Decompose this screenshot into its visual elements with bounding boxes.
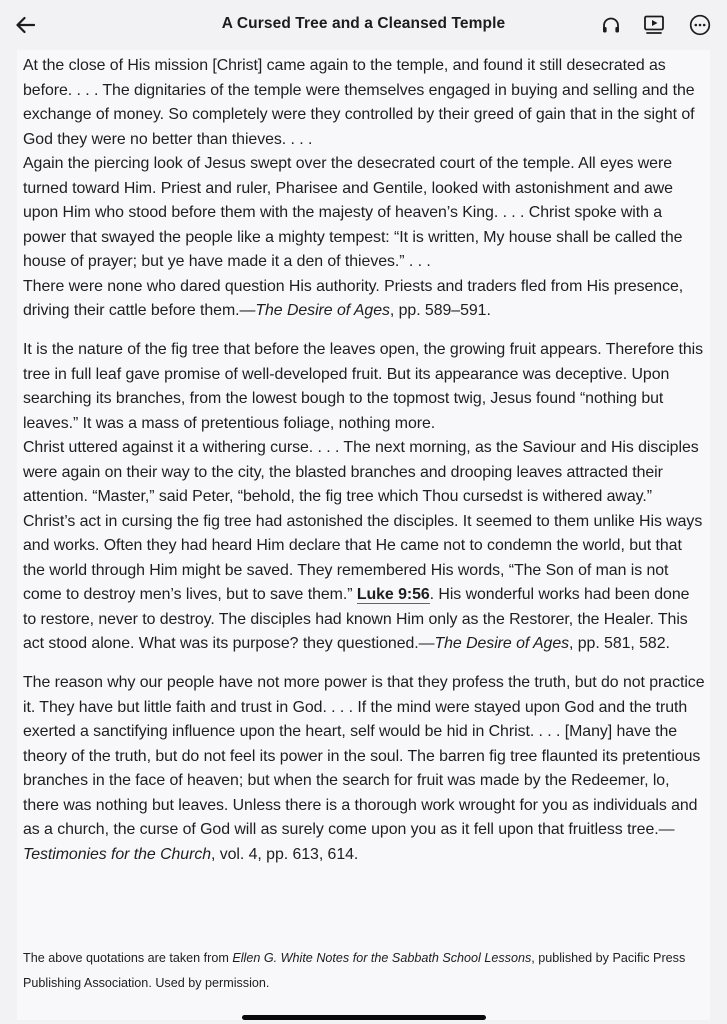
scripture-link-luke-9-56[interactable]: Luke 9:56 [356, 586, 430, 603]
article-body [23, 54, 705, 867]
page-title: A Cursed Tree and a Cleansed Temple [221, 15, 506, 32]
paragraph: It is the nature of the fig tree that before the leaves open, the growing fruit appears. Therefore this tree in full leaf gave promise of well-developed fruit. But its appearance was deceptive. Upon searching its branches, from the lowest bough to the topmost twig, Jesus found “nothing but leaves.” It was a mass of pretentious foliage, nothing more. [23, 341, 704, 432]
headphones-icon [601, 16, 621, 34]
source-title: The Desire of Ages [255, 302, 390, 319]
source-title: Ellen G. White Notes for the Sabbath School Lessons [232, 951, 532, 965]
reading-pane[interactable] [17, 50, 710, 1020]
video-button[interactable] [641, 12, 667, 38]
paragraph: The reason why our people have not more power is that they profess the truth, but do not practice it. They have but little faith and trust in God. . . . If the mind were stayed upon God and the truth exerted a sanctifying influence upon the heart, self would be hid in Christ. . . . [Many] have the theory of the truth, but do not feel its power in the soul. The barren fig tree flaunted its pretentious branches in the face of heaven; but when the search for fruit was made by the Redeemer, lo, there was nothing but leaves. Unless there is a thorough work wrought for you as individuals and as a church, the curse of God will as surely come upon you as it fell upon that fruitless tree.—Testimonies for the Church, vol. 4, pp. 613, 614. [23, 674, 705, 863]
paragraph: There were none who dared question His authority. Priests and traders fled from His presence, driving their cattle before them.—The Desire of Ages, pp. 589–591. [23, 277, 684, 319]
source-title: Testimonies for the Church [23, 845, 212, 863]
paragraph: Christ uttered against it a withering curse. . . . The next morning, as the Saviour and His disciples were again on their way to the city, the blasted branches and drooping leaves attracted their attention. “Master,” said Peter, “behold, the fig tree which Thou cursedst is withered away.” [23, 439, 699, 505]
home-indicator[interactable] [242, 1015, 486, 1020]
ellipsis-circle-icon [689, 14, 711, 36]
paragraph: At the close of His mission [Christ] came again to the temple, and found it still desecrated as before. . . . The dignitaries of the temple were themselves engaged in buying and selling and the exchange of money. So completely were they controlled by their greed of gain that in the sight of God they were no better than thieves. . . . [23, 57, 695, 148]
play-box-icon [643, 15, 665, 35]
top-bar [0, 0, 727, 50]
paragraph: Again the piercing look of Jesus swept over the desecrated court of the temple. All eyes were turned toward Him. Priest and ruler, Pharisee and Gentile, looked with astonishment and awe upon Him who stood before them with the majesty of heaven’s King. . . . Christ spoke with a power that swayed the people like a mighty tempest: “It is written, My house shall be called the house of prayer; but ye have made it a den of thieves.” . . . [23, 155, 683, 270]
source-title: The Desire of Ages [434, 635, 570, 652]
attribution-note: The above quotations are taken from Ellen G. White Notes for the Sabbath School Lessons, published by Pacific Press Publishing Association. Used by permission. [23, 951, 686, 990]
paragraph: Christ’s act in cursing the fig tree had astonished the disciples. It seemed to them unlike His ways and works. Often they had heard Him declare that He came not to condemn the world, but that the world through Him might be saved. They remembered His words, “The Son of man is not come to destroy men’s lives, but to save them.” Luke 9:56. His wonderful works had been done to restore, never to destroy. The disciples had known Him only as the Restorer, the Healer. This act stood alone. What was its purpose? they questioned.—The Desire of Ages, pp. 581, 582. [23, 512, 703, 652]
audio-button[interactable] [598, 12, 624, 38]
more-button[interactable] [687, 12, 713, 38]
